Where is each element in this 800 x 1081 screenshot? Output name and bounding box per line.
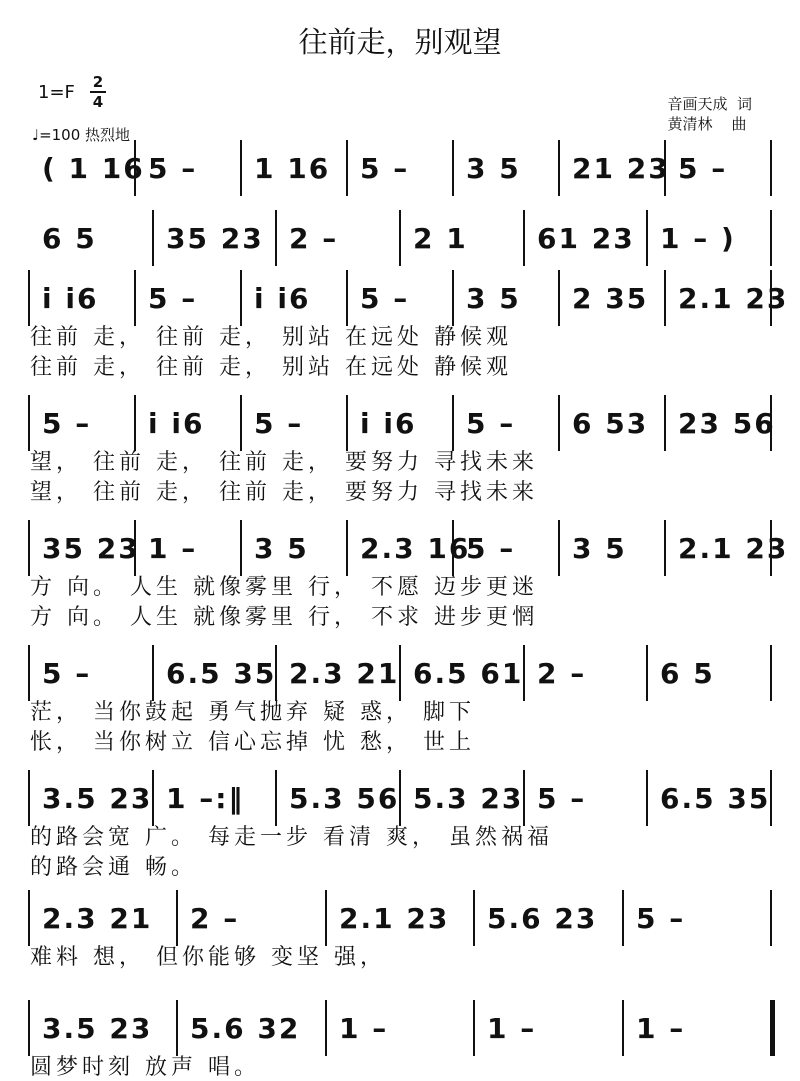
- measure: 5.6 32: [190, 1012, 301, 1045]
- score-row: [28, 210, 770, 270]
- measure: 5.6 23: [487, 902, 598, 935]
- barlines: [28, 210, 770, 266]
- barline: [770, 210, 772, 266]
- measure: 3 5: [254, 532, 309, 565]
- measure: 6.5 61: [413, 657, 524, 690]
- lyric-line-1: 难料 想， 但你能够 变坚 强，: [30, 945, 386, 970]
- measure: i i6: [42, 282, 99, 315]
- measure: 5 –: [636, 902, 686, 935]
- barline: [275, 770, 277, 826]
- measure: 35 23: [42, 532, 140, 565]
- barline: [664, 520, 666, 576]
- measure: 5.3 56: [289, 782, 400, 815]
- composer-credit: 黄清林 曲: [667, 115, 747, 133]
- measure: 5 –: [148, 152, 198, 185]
- measure: 2 1: [413, 222, 468, 255]
- barline: [152, 645, 154, 701]
- barline: [452, 140, 454, 196]
- lyric-line-2: 望， 往前 走， 往前 走， 要努力 寻找未来: [30, 480, 538, 505]
- time-signature: [88, 74, 108, 110]
- measure: 3.5 23: [42, 782, 153, 815]
- barline: [452, 395, 454, 451]
- barline: [770, 645, 772, 701]
- measure: 2.1 23: [339, 902, 450, 935]
- barline: [622, 1000, 624, 1056]
- barline: [28, 395, 30, 451]
- measure: 5.3 23: [413, 782, 524, 815]
- barline: [646, 210, 648, 266]
- measure: 1 –:‖: [166, 782, 245, 815]
- barline: [325, 1000, 327, 1056]
- time-signature-bottom: 4: [92, 93, 104, 111]
- lyric-line-1: 的路会宽 广。 每走一步 看清 爽， 虽然祸福: [30, 825, 553, 850]
- barline: [325, 890, 327, 946]
- barline: [622, 890, 624, 946]
- barline: [240, 270, 242, 326]
- barline: [664, 395, 666, 451]
- barline: [558, 140, 560, 196]
- measure: ( 1 16: [42, 152, 145, 185]
- barline: [28, 770, 30, 826]
- barline: [28, 520, 30, 576]
- measure: 5 –: [678, 152, 728, 185]
- barline: [770, 1000, 775, 1056]
- barline: [28, 270, 30, 326]
- measure: 61 23: [537, 222, 635, 255]
- measure: 35 23: [166, 222, 264, 255]
- measure: 5 –: [42, 657, 92, 690]
- measure: 6 5: [660, 657, 715, 690]
- measure: 5 –: [42, 407, 92, 440]
- barline: [152, 210, 154, 266]
- measure: 5 –: [466, 532, 516, 565]
- barline: [28, 1000, 30, 1056]
- score-row: [28, 140, 770, 200]
- measure: 6.5 35: [166, 657, 277, 690]
- barline: [346, 140, 348, 196]
- time-signature-top: 2: [92, 73, 104, 91]
- measure: 1 –: [487, 1012, 537, 1045]
- measure: 2 –: [190, 902, 240, 935]
- barline: [770, 140, 772, 196]
- barline: [176, 890, 178, 946]
- barline: [646, 770, 648, 826]
- measure: 2 –: [289, 222, 339, 255]
- barline: [28, 890, 30, 946]
- measure: 5 –: [148, 282, 198, 315]
- lyric-line-2: 往前 走， 往前 走， 别站 在远处 静候观: [30, 355, 512, 380]
- measure: i i6: [148, 407, 205, 440]
- measure: 23 56: [678, 407, 776, 440]
- barline: [473, 1000, 475, 1056]
- measure: 5 –: [254, 407, 304, 440]
- measure: 6.5 35: [660, 782, 771, 815]
- tempo-marking: ♩=100 热烈地: [32, 126, 131, 144]
- measure: 21 23: [572, 152, 670, 185]
- measure: 1 –: [148, 532, 198, 565]
- measure: 2.1 23: [678, 282, 789, 315]
- measure: 3 5: [466, 282, 521, 315]
- barline: [240, 140, 242, 196]
- barline: [473, 890, 475, 946]
- key-signature: 1=F: [38, 82, 75, 103]
- lyric-line-1: 圆梦时刻 放声 唱。: [30, 1055, 260, 1080]
- measure: 5 –: [466, 407, 516, 440]
- barline: [346, 395, 348, 451]
- barline: [28, 645, 30, 701]
- barline: [558, 520, 560, 576]
- measure: 5 –: [360, 282, 410, 315]
- barline: [558, 270, 560, 326]
- measure: 1 –: [339, 1012, 389, 1045]
- barline: [770, 890, 772, 946]
- lyric-line-1: 方 向。 人生 就像雾里 行， 不愿 迈步更迷: [30, 575, 538, 600]
- measure: 5 –: [360, 152, 410, 185]
- barline: [664, 270, 666, 326]
- lyric-line-1: 茫， 当你鼓起 勇气抛弃 疑 惑， 脚下: [30, 700, 475, 725]
- lyric-line-2: 方 向。 人生 就像雾里 行， 不求 进步更惘: [30, 605, 538, 630]
- measure: 3 5: [466, 152, 521, 185]
- barline: [646, 645, 648, 701]
- lyric-line-2: 怅， 当你树立 信心忘掉 忧 愁， 世上: [30, 730, 475, 755]
- measure: 2.3 21: [42, 902, 153, 935]
- barline: [558, 395, 560, 451]
- barline: [452, 270, 454, 326]
- measure: 3.5 23: [42, 1012, 153, 1045]
- barline: [176, 1000, 178, 1056]
- lyric-line-1: 往前 走， 往前 走， 别站 在远处 静候观: [30, 325, 512, 350]
- measure: 1 – ): [660, 222, 736, 255]
- measure: 6 53: [572, 407, 649, 440]
- measure: 2 35: [572, 282, 649, 315]
- lyricist-credit: 音画天成 词: [667, 95, 752, 113]
- measure: 2.1 23: [678, 532, 789, 565]
- lyric-line-1: 望， 往前 走， 往前 走， 要努力 寻找未来: [30, 450, 538, 475]
- measure: i i6: [360, 407, 417, 440]
- barline: [134, 395, 136, 451]
- barline: [346, 270, 348, 326]
- measure: 5 –: [537, 782, 587, 815]
- measure: 3 5: [572, 532, 627, 565]
- barline: [523, 210, 525, 266]
- barline: [240, 395, 242, 451]
- barline: [275, 210, 277, 266]
- credits: [667, 94, 752, 134]
- measure: 2.3 16: [360, 532, 471, 565]
- lyric-line-2: 的路会通 畅。: [30, 855, 197, 880]
- song-title: 往前走，别观望: [298, 25, 502, 59]
- measure: i i6: [254, 282, 311, 315]
- measure: 6 5: [42, 222, 97, 255]
- barline: [134, 270, 136, 326]
- barline: [240, 520, 242, 576]
- measure: 2 –: [537, 657, 587, 690]
- measure: 2.3 21: [289, 657, 400, 690]
- measure: 1 –: [636, 1012, 686, 1045]
- barline: [346, 520, 348, 576]
- barline: [399, 210, 401, 266]
- measure: 1 16: [254, 152, 331, 185]
